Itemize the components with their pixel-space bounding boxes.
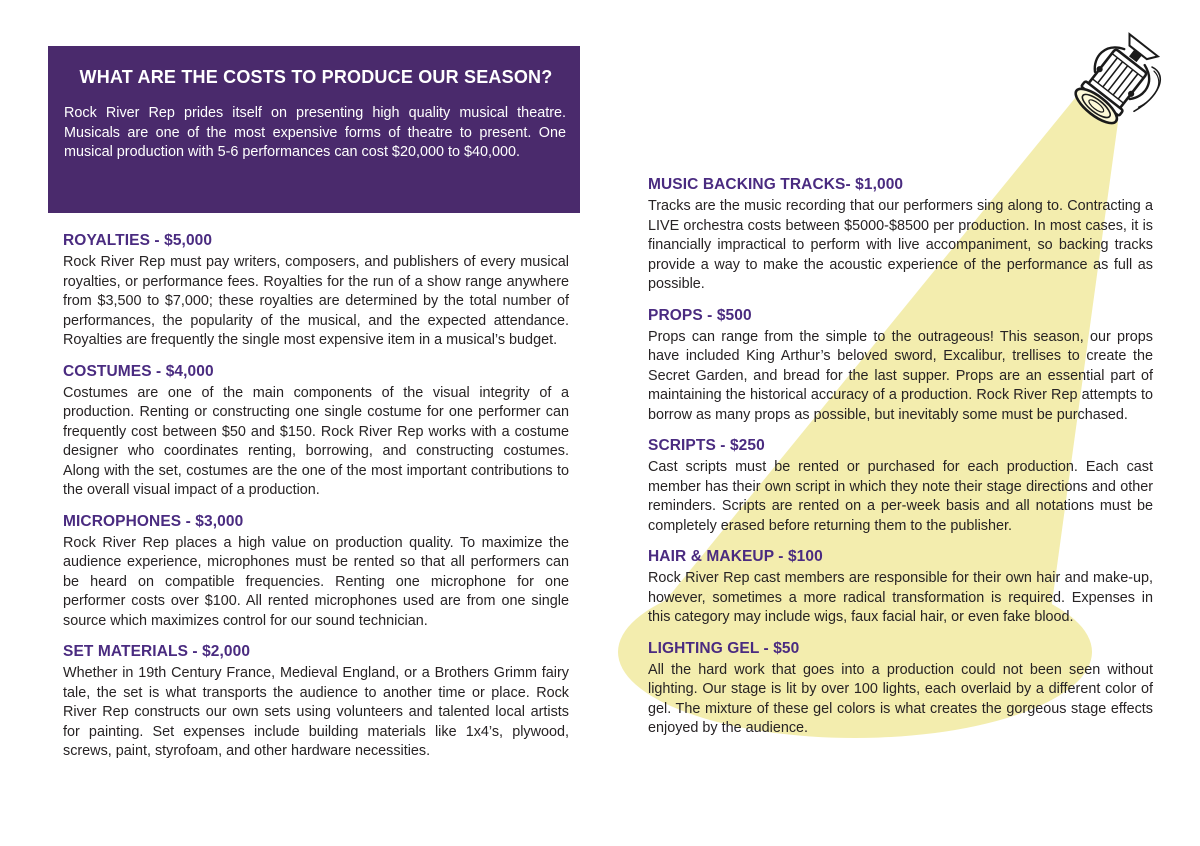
section-royalties (63, 232, 569, 351)
page-title: WHAT ARE THE COSTS TO PRODUCE OUR SEASON? (79, 67, 553, 87)
section-scripts (648, 437, 1153, 536)
section-body-costumes: Costumes are one of the main components of the visual integrity of a production. Renting or constructing one single costume for one performer can frequently cost between $50 and $150. Rock River Rep works with a costume designer who coordinates renting, borrowing, and constructing costumes. Along with the set, costumes are the one of the most important contributions to the overall visual impact of a production. (63, 384, 569, 498)
section-costumes (63, 363, 569, 501)
section-heading-set-materials: SET MATERIALS - $2,000 (63, 643, 251, 660)
section-heading-hair-makeup: HAIR & MAKEUP - $100 (648, 548, 823, 565)
section-heading-scripts: SCRIPTS - $250 (648, 437, 765, 454)
section-music-backing-tracks (648, 176, 1153, 295)
section-lighting-gel (648, 640, 1153, 739)
section-heading-microphones: MICROPHONES - $3,000 (63, 512, 244, 530)
left-column (63, 232, 569, 774)
section-hair-makeup (648, 548, 1153, 628)
section-body-props: Props can range from the simple to the outrageous! This season, our props have included King Arthur’s beloved sword, Excalibur, trellises to create the Secret Garden, and bread for the last supper. Props are an essential part of maintaining the historical accuracy of a production. Rock River Rep attempts to borrow as many props as possible, but inevitably some must be purchased. (648, 328, 1153, 423)
section-heading-costumes: COSTUMES - $4,000 (63, 362, 214, 380)
section-body-hair-makeup: Rock River Rep cast members are responsible for their own hair and make-up, however, sometimes a more radical transformation is required. Expenses in this category may include wigs, faux facial hair, or even fake blood. (648, 570, 1153, 625)
section-props (648, 307, 1153, 426)
section-body-music-backing-tracks: Tracks are the music recording that our performers sing along to. Contracting a LIVE orchestra costs between $5000-$8500 per production. In most cases, it is financially impractical to perform with live accompaniment, so backing tracks provide a way to make the acoustic experience of the performance as full as possible. (648, 198, 1153, 292)
intro-paragraph: Rock River Rep prides itself on presenting high quality musical theatre. Musicals are one of the most expensive forms of theatre to present. One musical production with 5-6 performances can cost $20,000 to $40,000. (64, 105, 566, 161)
section-heading-lighting-gel: LIGHTING GEL - $50 (648, 639, 800, 657)
section-body-lighting-gel: All the hard work that goes into a production could not been seen without lighting. Our stage is lit by over 100 lights, each overlaid by a different color of gel. The mixture of these gel colors is what creates the gorgeous stage effects enjoyed by the audience. (648, 661, 1153, 736)
section-body-set-materials: Whether in 19th Century France, Medieval England, or a Brothers Grimm fairy tale, the set is what transports the audience to another time or place. Rock River Rep constructs our own sets using volunteers and talented local artists for painting. Set expenses include building materials like 1x4’s, plywood, screws, paint, styrofoam, and other hardware necessities. (63, 665, 569, 759)
right-column (648, 176, 1153, 751)
section-heading-music-backing-tracks: MUSIC BACKING TRACKS- $1,000 (648, 176, 904, 193)
section-heading-royalties: ROYALTIES - $5,000 (63, 232, 213, 249)
section-body-microphones: Rock River Rep places a high value on production quality. To maximize the audience experience, microphones must be rented so that all performers can be heard on compatible frequencies. Renting one microphone for one performer costs over $100. All rented microphones used are from one single source which maximizes control for our sound technician. (63, 534, 569, 629)
section-body-royalties: Rock River Rep must pay writers, composers, and publishers of every musical royalties, or performance fees. Royalties for the run of a show range anywhere from $3,500 to $7,000; these royalties are determined by the total number of performances, the popularity of the musical, and the expected attendance. Royalties are frequently the single most expensive item in a musical’s budget. (63, 254, 569, 348)
section-heading-props: PROPS - $500 (648, 306, 752, 324)
section-microphones (63, 513, 569, 632)
intro-box (48, 46, 580, 213)
section-set-materials (63, 643, 569, 762)
section-body-scripts: Cast scripts must be rented or purchased for each production. Each cast member has their own script in which they note their stage directions and other reminders. Scripts are rented on a per-week basis and all notations must be completely erased before returning them to the publisher. (648, 459, 1153, 534)
